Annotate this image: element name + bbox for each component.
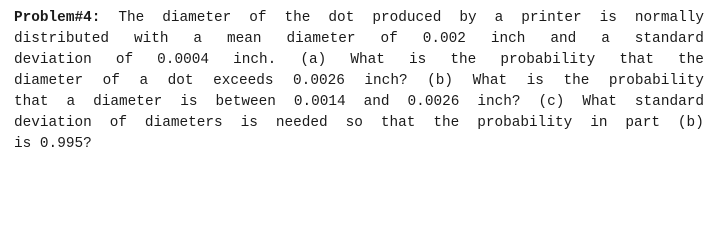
word: that xyxy=(619,52,654,68)
word: is xyxy=(180,94,198,110)
word: distributed xyxy=(14,31,109,47)
word: 0.0026 xyxy=(293,73,345,89)
problem-label: Problem#4: xyxy=(14,10,101,26)
word: by xyxy=(459,10,477,26)
word: a xyxy=(66,94,76,110)
word: printer xyxy=(521,10,582,26)
word: diameter xyxy=(162,10,232,26)
word: a xyxy=(601,31,610,47)
word: The xyxy=(118,10,145,26)
word: normally xyxy=(634,10,704,26)
word: the xyxy=(284,10,311,26)
word: deviation xyxy=(14,52,92,68)
word: between xyxy=(215,94,276,110)
word: 0.0026 xyxy=(407,94,460,110)
word: of xyxy=(115,52,134,68)
word: 0.0014 xyxy=(293,94,346,110)
word: 0.0004 xyxy=(157,52,209,68)
text-line-5 xyxy=(14,92,704,113)
word: produced xyxy=(372,10,442,26)
word: of xyxy=(102,73,120,89)
word: exceeds xyxy=(213,73,274,89)
word: diameter xyxy=(93,94,163,110)
word: probability xyxy=(608,73,704,89)
word: inch? xyxy=(364,73,408,89)
word: mean xyxy=(227,31,262,47)
word: of xyxy=(380,31,398,47)
word: is xyxy=(14,136,32,152)
word: in xyxy=(590,115,608,131)
word: (c) xyxy=(538,94,565,110)
word: diameter xyxy=(14,73,84,89)
word: is xyxy=(408,52,427,68)
word: is xyxy=(526,73,544,89)
word: What xyxy=(582,94,617,110)
text-line-2 xyxy=(14,29,704,50)
text-line-6 xyxy=(14,113,704,134)
word: that xyxy=(14,94,49,110)
word: the xyxy=(450,52,477,68)
word: of xyxy=(249,10,267,26)
word: is xyxy=(240,115,258,131)
word: inch? xyxy=(477,94,521,110)
word: dot xyxy=(328,10,355,26)
word: inch xyxy=(490,31,526,47)
word: and xyxy=(550,31,577,47)
word: (b) xyxy=(427,73,454,89)
word: standard xyxy=(634,31,704,47)
word: so xyxy=(345,115,363,131)
word: 0.995? xyxy=(39,136,92,152)
text-line-4 xyxy=(14,71,704,92)
word: the xyxy=(433,115,460,131)
word: probability xyxy=(477,115,573,131)
word: probability xyxy=(500,52,596,68)
word: deviation xyxy=(14,115,92,131)
word: diameter xyxy=(286,31,356,47)
word: the xyxy=(678,52,704,68)
word: a xyxy=(139,73,149,89)
word: What xyxy=(350,52,385,68)
word: is xyxy=(599,10,617,26)
text-line-3 xyxy=(14,50,704,71)
word: the xyxy=(563,73,590,89)
word: part xyxy=(625,115,660,131)
word: needed xyxy=(275,115,328,131)
text-line-1 xyxy=(14,8,704,29)
word: 0.002 xyxy=(422,31,466,47)
text-line-7 xyxy=(14,134,704,155)
word: with xyxy=(133,31,169,47)
word: that xyxy=(380,115,416,131)
word: a xyxy=(494,10,504,26)
word: dot xyxy=(167,73,194,89)
word: (a) xyxy=(300,52,327,68)
word: diameters xyxy=(144,115,223,131)
word: inch. xyxy=(233,52,277,68)
word: of xyxy=(109,115,127,131)
word: and xyxy=(363,94,390,110)
problem-text-block xyxy=(14,8,704,155)
word: (b) xyxy=(677,115,704,131)
word: standard xyxy=(634,94,704,110)
word: a xyxy=(193,31,203,47)
word: What xyxy=(472,73,508,89)
